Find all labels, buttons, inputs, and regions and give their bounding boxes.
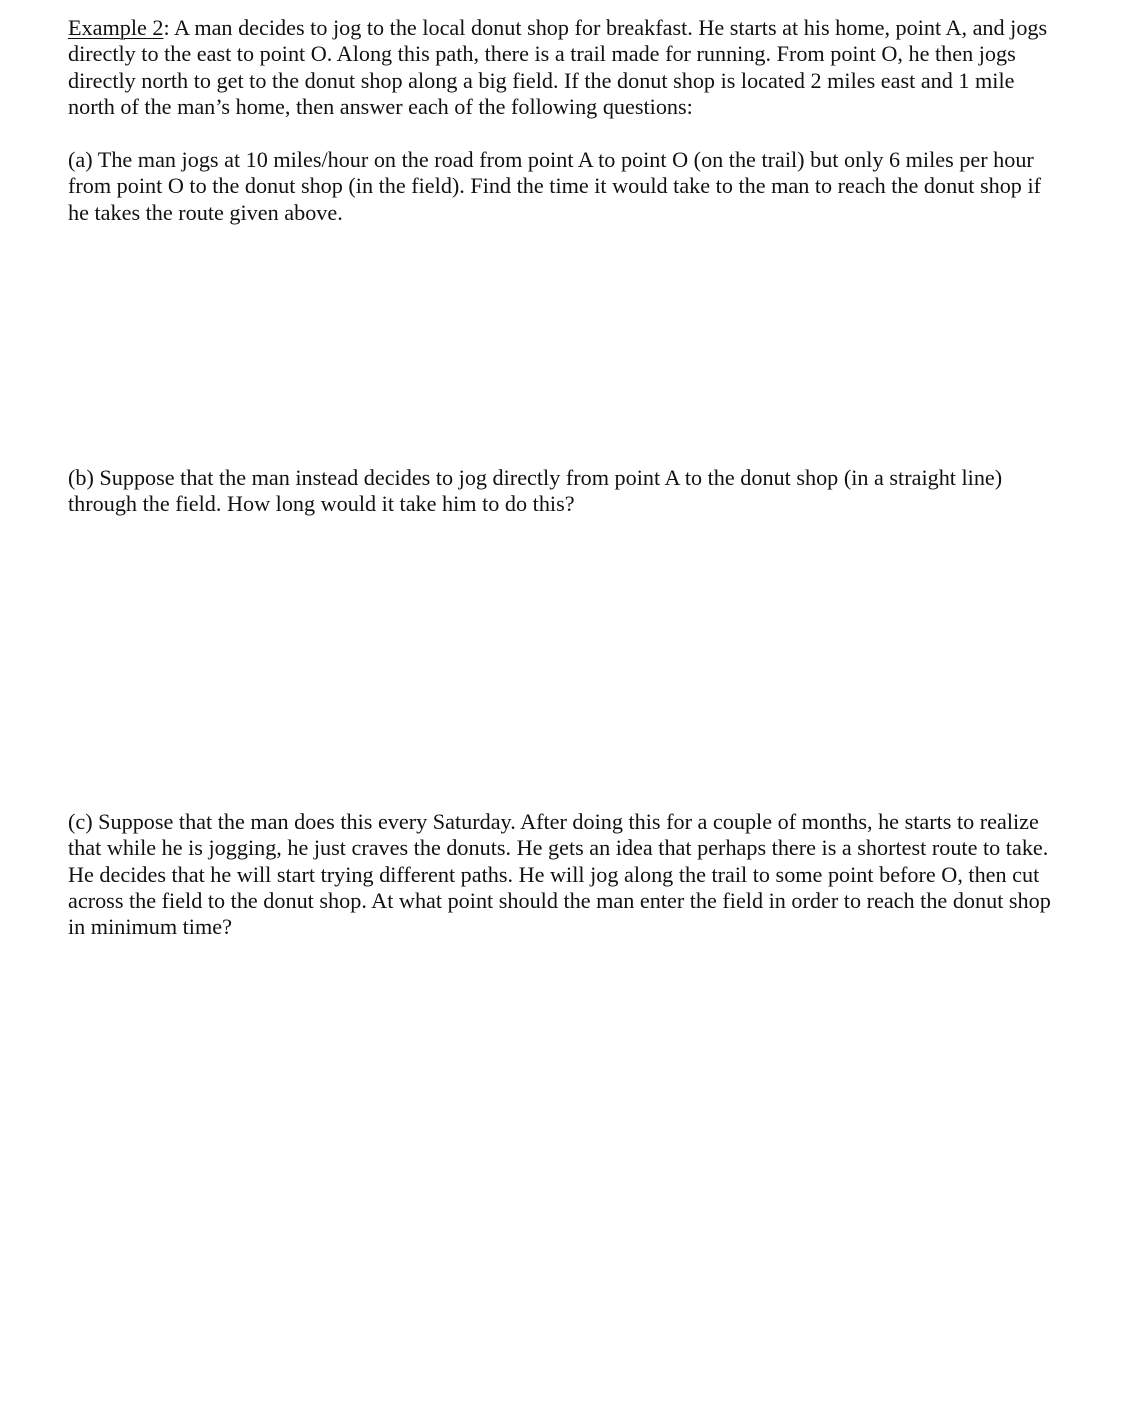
question-b-line-1: (b) Suppose that the man instead decides to jog directly from point A to the donut shop (in a straight line) [68, 465, 1003, 490]
question-b [68, 465, 1118, 518]
question-a-line-2: from point O to the donut shop (in the field). Find the time it would take to the man to reach the donut shop if [68, 173, 1041, 199]
question-c-line-3: He decides that he will start trying different paths. He will jog along the trail to some point before O, then cut [68, 861, 1040, 887]
question-a-line-1: (a) The man jogs at 10 miles/hour on the road from point A to point O (on the trail) but only 6 miles per hour [68, 147, 1034, 172]
question-c-line-1: (c) Suppose that the man does this every Saturday. After doing this for a couple of months, he starts to realize [68, 809, 1039, 834]
question-a-line-3: he takes the route given above. [68, 199, 343, 225]
intro-line-2: directly to the east to point O. Along this path, there is a trail made for running. From point O, he then jogs [68, 41, 1016, 67]
intro-line-4: north of the man’s home, then answer each of the following questions: [68, 93, 693, 119]
intro-line-3: directly north to get to the donut shop along a big field. If the donut shop is located 2 miles east and 1 mile [68, 67, 1015, 93]
intro-line-1: Example 2: A man decides to jog to the local donut shop for breakfast. He starts at his home, point A, and jogs [68, 15, 1048, 40]
question-a [68, 147, 1118, 226]
question-c-line-5: in minimum time? [68, 914, 232, 940]
question-c-line-4: across the field to the donut shop. At what point should the man enter the field in order to reach the donut shop [68, 887, 1051, 913]
question-c [68, 809, 1118, 940]
example-label: Example 2 [68, 15, 164, 40]
question-b-line-2: through the field. How long would it take him to do this? [68, 491, 575, 517]
question-c-line-2: that while he is jogging, he just craves the donuts. He gets an idea that perhaps there is a shortest route to take. [68, 835, 1049, 861]
example-intro [68, 15, 1118, 120]
